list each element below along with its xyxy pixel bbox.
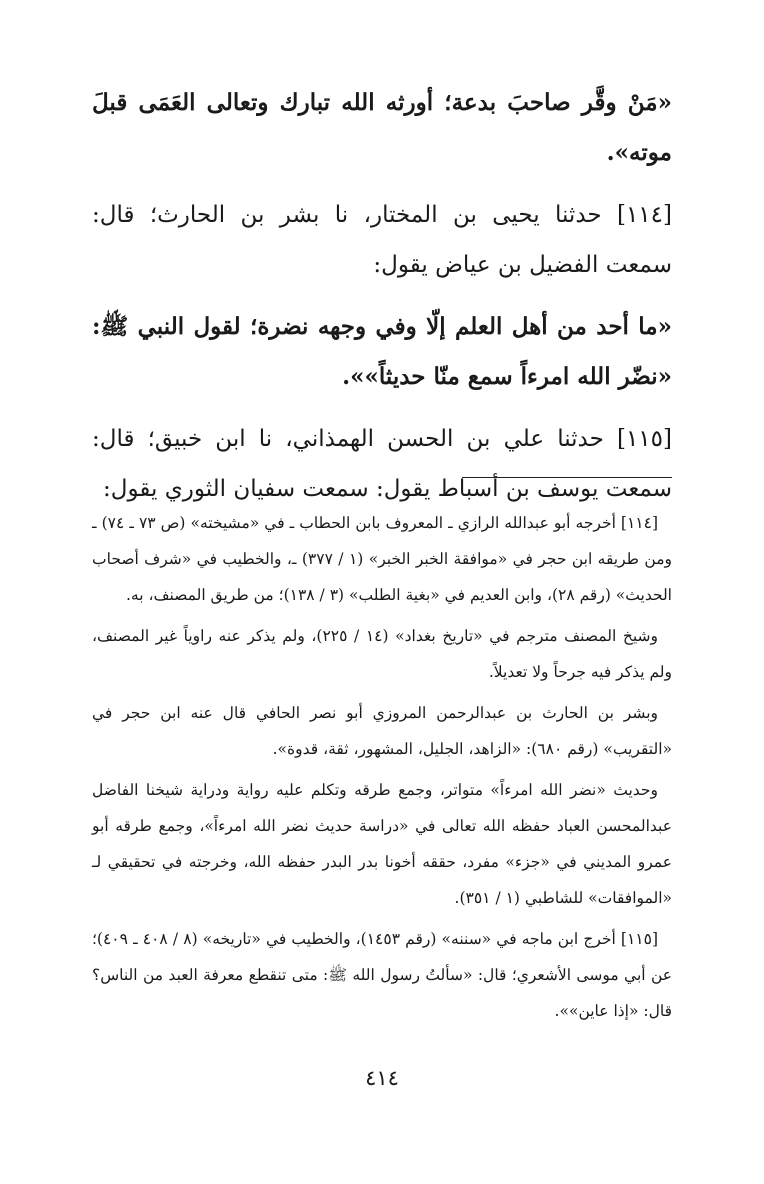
footnote-114-sheikh: وشيخ المصنف مترجم في «تاريخ بغداد» (١٤ / ٢٢٥)، ولم يذكر عنه راوياً غير المصنف، ولم يذكر فيه جرحاً ولا تعديلاً. — [92, 627, 672, 681]
footnote-115: [١١٥] أخرج ابن ماجه في «سننه» (رقم ١٤٥٣)، والخطيب في «تاريخه» (٨ / ٤٠٨ ـ ٤٠٩)؛ عن أبي موسى الأشعري؛ قال: «سألتُ رسول الله ﷺ: متى تنقطع معرفة العبد من الناس؟ قال: «إذا عاين»». — [92, 930, 672, 1020]
hadith-115-chain: [١١٥] حدثنا علي بن الحسن الهمذاني، نا ابن خبيق؛ قال: سمعت يوسف بن أسباط يقول: سمعت سفيان الثوري يقول: — [92, 426, 672, 502]
footnotes — [92, 505, 672, 1034]
footnote-114-hadith: وحديث «نضر الله امرءاً» متواتر، وجمع طرقه وتكلم عليه رواية ودراية شيخنا الفاضل عبدالمحسن العباد حفظه الله تعالى في «دراسة حديث نضر الله امرءاً»، وجمع طرقه أبو عمرو المديني في «جزء» مفرد، حققه أخونا بدر البدر حفظه الله، وخرجته في تحقيقي لـ «الموافقات» للشاطبي (١ / ٣٥١). — [92, 781, 672, 907]
quote-paragraph: «مَنْ وقَّر صاحبَ بدعة؛ أورثه الله تبارك وتعالى العَمَى قبلَ موته». — [92, 89, 672, 166]
page-number: ٤١٤ — [365, 1066, 399, 1090]
footnote-divider — [462, 477, 672, 478]
hadith-114-quote: «ما أحد من أهل العلم إلّا وفي وجهه نضرة؛ لقول النبي ﷺ: «نضّر الله امرءاً سمع منّا حديثاً»». — [92, 313, 672, 390]
main-text — [92, 78, 672, 526]
hadith-114-chain: [١١٤] حدثنا يحيى بن المختار، نا بشر بن الحارث؛ قال: سمعت الفضيل بن عياض يقول: — [92, 202, 672, 278]
footnote-114-bishr: وبشر بن الحارث بن عبدالرحمن المروزي أبو نصر الحافي قال عنه ابن حجر في «التقريب» (رقم ٦٨٠): «الزاهد، الجليل، المشهور، ثقة، قدوة». — [92, 704, 672, 758]
footnote-114-sources: [١١٤] أخرجه أبو عبدالله الرازي ـ المعروف بابن الحطاب ـ في «مشيخته» (ص ٧٣ ـ ٧٤) ـ ومن طريقه ابن حجر في «موافقة الخبر الخبر» (١ / ٣٧٧) ـ، والخطيب في «شرف أصحاب الحديث» (رقم ٢٨)، وابن العديم في «بغية الطلب» (٣ / ١٣٨)؛ من طريق المصنف، به. — [92, 514, 672, 604]
